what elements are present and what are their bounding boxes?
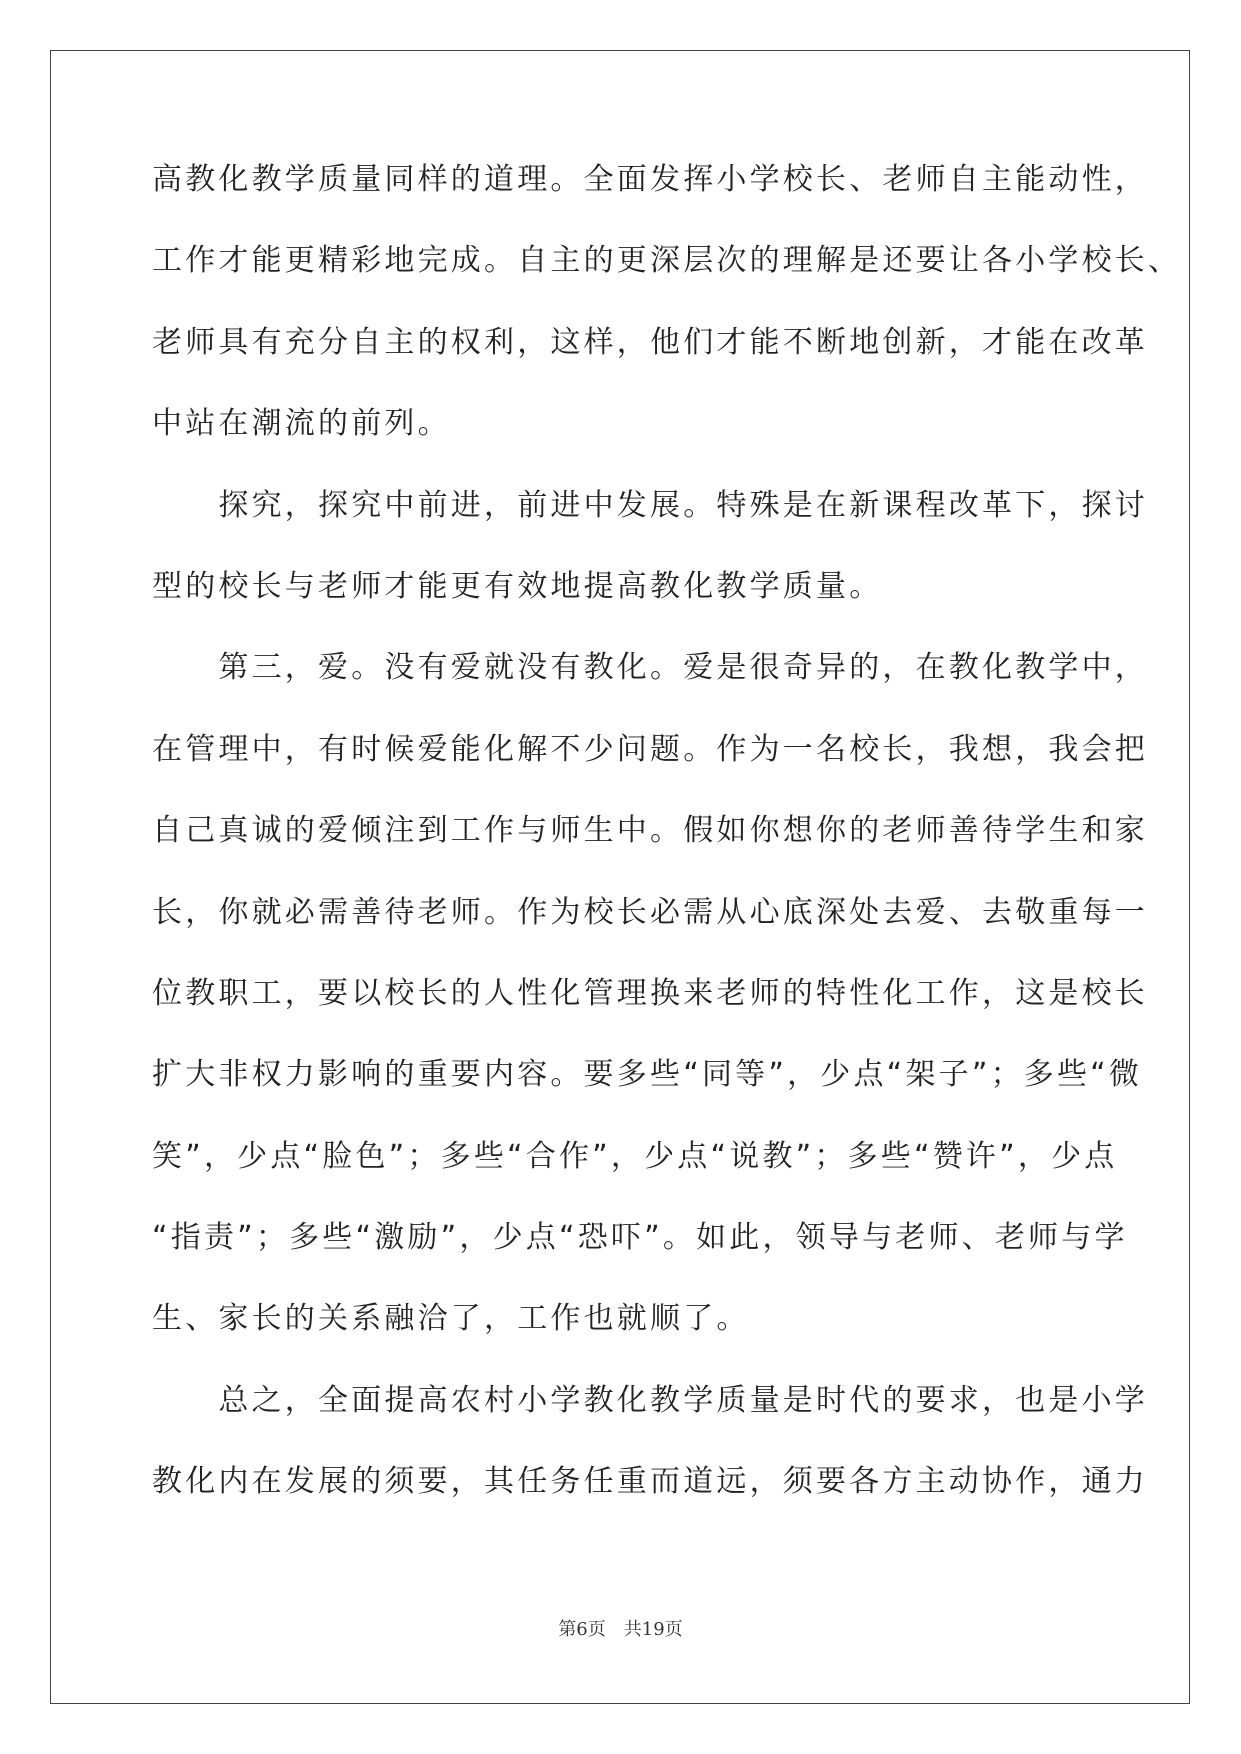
text-line: 笑”，少点“脸色”；多些“合作”，少点“说教”；多些“赞许”，少点 xyxy=(152,1138,1118,1174)
text-line: 生、家长的关系融洽了，工作也就顺了。 xyxy=(152,1301,750,1337)
text-line: 在管理中，有时候爱能化解不少问题。作为一名校长，我想，我会把 xyxy=(152,731,1148,767)
text-line: 位教职工，要以校长的人性化管理换来老师的特性化工作，这是校长 xyxy=(152,975,1148,1011)
text-line: “指责”；多些“激励”，少点“恐吓”。如此，领导与老师、老师与学 xyxy=(152,1220,1128,1256)
text-line: 总之，全面提高农村小学教化教学质量是时代的要求，也是小学 xyxy=(152,1382,1148,1418)
text-line: 探究，探究中前进，前进中发展。特殊是在新课程改革下，探讨 xyxy=(152,487,1148,523)
text-line: 自己真诚的爱倾注到工作与师生中。假如你想你的老师善待学生和家 xyxy=(152,813,1148,849)
text-line: 教化内在发展的须要，其任务任重而道远，须要各方主动协作，通力 xyxy=(152,1464,1148,1500)
document-body xyxy=(152,160,1182,1544)
text-line: 中站在潮流的前列。 xyxy=(152,406,451,442)
text-line: 高教化教学质量同样的道理。全面发挥小学校长、老师自主能动性， xyxy=(152,162,1148,197)
text-line: 工作才能更精彩地完成。自主的更深层次的理解是还要让各小学校长、 xyxy=(152,243,1182,279)
text-line: 型的校长与老师才能更有效地提高教化教学质量。 xyxy=(152,568,883,604)
page-number: 第6页 共19页 xyxy=(558,1619,683,1640)
text-line: 第三，爱。没有爱就没有教化。爱是很奇异的，在教化教学中， xyxy=(152,650,1148,686)
text-line: 长，你就必需善待老师。作为校长必需从心底深处去爱、去敬重每一 xyxy=(152,894,1148,930)
text-line: 扩大非权力影响的重要内容。要多些“同等”，少点“架子”；多些“微 xyxy=(152,1057,1143,1093)
page-footer xyxy=(0,1615,1241,1641)
text-line: 老师具有充分自主的权利，这样，他们才能不断地创新，才能在改革 xyxy=(152,324,1148,360)
